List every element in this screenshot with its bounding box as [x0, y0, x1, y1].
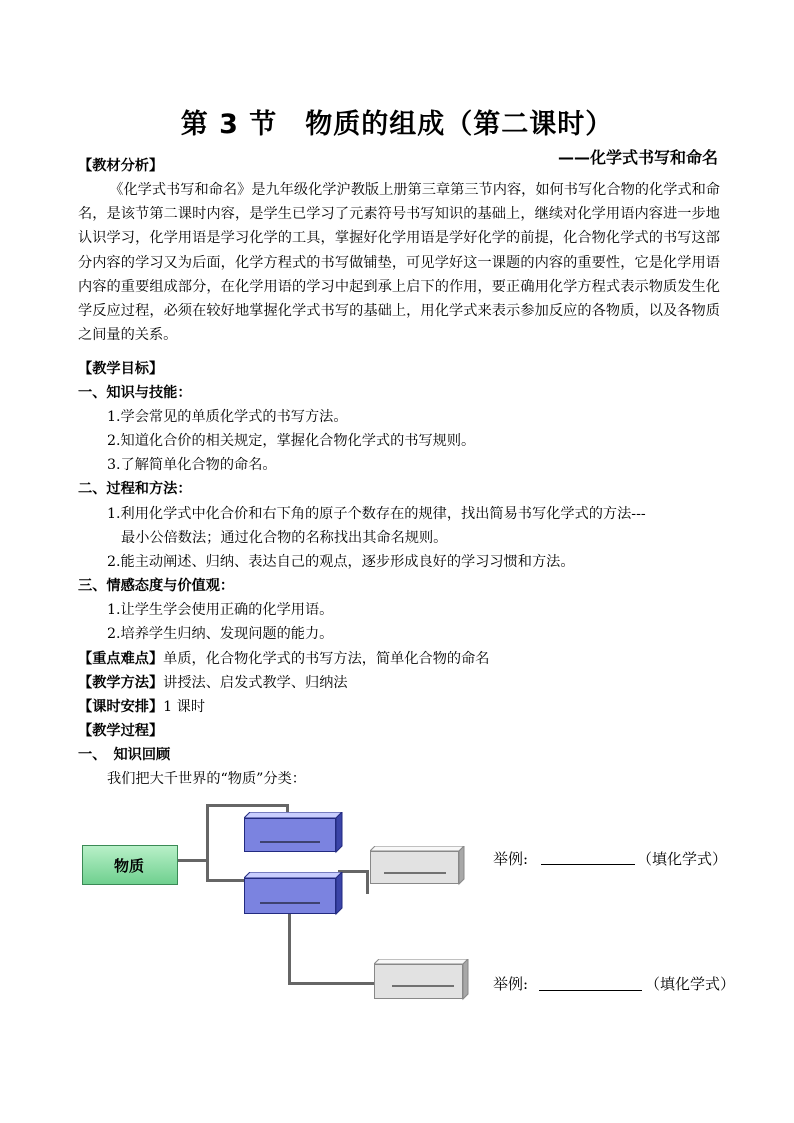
methods-row [78, 671, 348, 695]
example-label: 举例: [493, 850, 529, 868]
subcategory-box [370, 846, 466, 886]
connector-line [206, 859, 209, 881]
connector-line [176, 859, 208, 862]
goal-process-item-continued: 最小公倍数法；通过化合物的名称找出其命名规则。 [121, 530, 448, 546]
subcategory-box [374, 959, 470, 1001]
subcategory-box-shape [370, 846, 466, 886]
key-points-label: 【重点难点】 [78, 651, 164, 667]
connector-line [366, 870, 369, 894]
example-answer-blank[interactable] [541, 864, 635, 865]
root-box-label: 物质 [113, 857, 144, 875]
goal-knowledge-item: 2.知道化合价的相关规定，掌握化合物化学式的书写规则。 [107, 433, 476, 449]
fill-hint: （填化学式） [645, 975, 736, 993]
key-points-text: 单质，化合物化学式的书写方法，简单化合物的命名 [163, 651, 490, 667]
subcategory-box-shape [374, 959, 470, 1001]
methods-text: 讲授法、启发式教学、归纳法 [163, 675, 348, 691]
category-box [244, 812, 344, 854]
goal-attitude-item: 1.让学生学会使用正确的化学用语。 [107, 602, 334, 618]
schedule-row [78, 695, 205, 719]
connector-line [206, 804, 209, 861]
schedule-text: 1 课时 [163, 699, 206, 715]
root-box [82, 845, 178, 885]
example-answer-blank[interactable] [539, 990, 642, 991]
goal-knowledge-item: 1.学会常见的单质化学式的书写方法。 [107, 409, 348, 425]
connector-line [206, 804, 288, 807]
goal-knowledge-item: 3.了解简单化合物的命名。 [107, 457, 277, 473]
analysis-paragraph: 《化学式书写和命名》是九年级化学沪教版上册第三章第三节内容，如何书写化合物的化学式和命名，是该节第二课时内容，是学生已学习了元素符号书写知识的基础上，继续对化学用语内容进一步地认识学习，化学用语是学习化学的工具，掌握好化学用语是学好化学的前提，化合物化学式的书写这部分内容的学习又为后面，化学方程式的书写做铺垫，可见学好这一课题的内容的重要性，它是化学用语内容的重要组成部分，在化学用语的学习中起到承上启下的作用，要正确用化学方程式表示物质发生化学反应过程，必须在较好地掌握化学式书写的基础上，用化学式来表示参加反应的各物质，以及各物质之间量的关系。 [78, 182, 720, 344]
category-box [244, 872, 344, 916]
goals-section1-title: 一、知识与技能： [78, 385, 192, 401]
page-title: 第 3 节 物质的组成（第二课时） [180, 109, 614, 140]
goal-process-item: 1.利用化学式中化合价和右下角的原子个数存在的规律，找出简易书写化学式的方法--- [107, 506, 646, 522]
goals-section3-title: 三、情感态度与价值观： [78, 578, 235, 594]
fill-hint: （填化学式） [637, 850, 728, 868]
category-box-shape [244, 872, 344, 916]
process-heading: 【教学过程】 [78, 723, 164, 739]
example-label: 举例: [493, 975, 529, 993]
methods-label: 【教学方法】 [78, 675, 164, 691]
connector-line [288, 912, 291, 984]
schedule-label: 【课时安排】 [78, 699, 164, 715]
key-points-row [78, 647, 489, 671]
category-box-shape [244, 812, 344, 854]
process-intro: 我们把大千世界的“物质”分类： [107, 771, 306, 787]
goals-heading: 【教学目标】 [78, 361, 164, 377]
page-subtitle: ——化学式书写和命名 [557, 148, 718, 167]
goal-process-item: 2.能主动阐述、归纳、表达自己的观点，逐步形成良好的学习习惯和方法。 [107, 554, 575, 570]
analysis-heading: 【教材分析】 [78, 158, 164, 174]
connector-line [206, 879, 246, 882]
goal-attitude-item: 2.培养学生归纳、发现问题的能力。 [107, 626, 334, 642]
goals-section2-title: 二、过程和方法： [78, 481, 192, 497]
connector-line [288, 982, 376, 985]
process-section1-title: 一、 知识回顾 [78, 747, 171, 763]
